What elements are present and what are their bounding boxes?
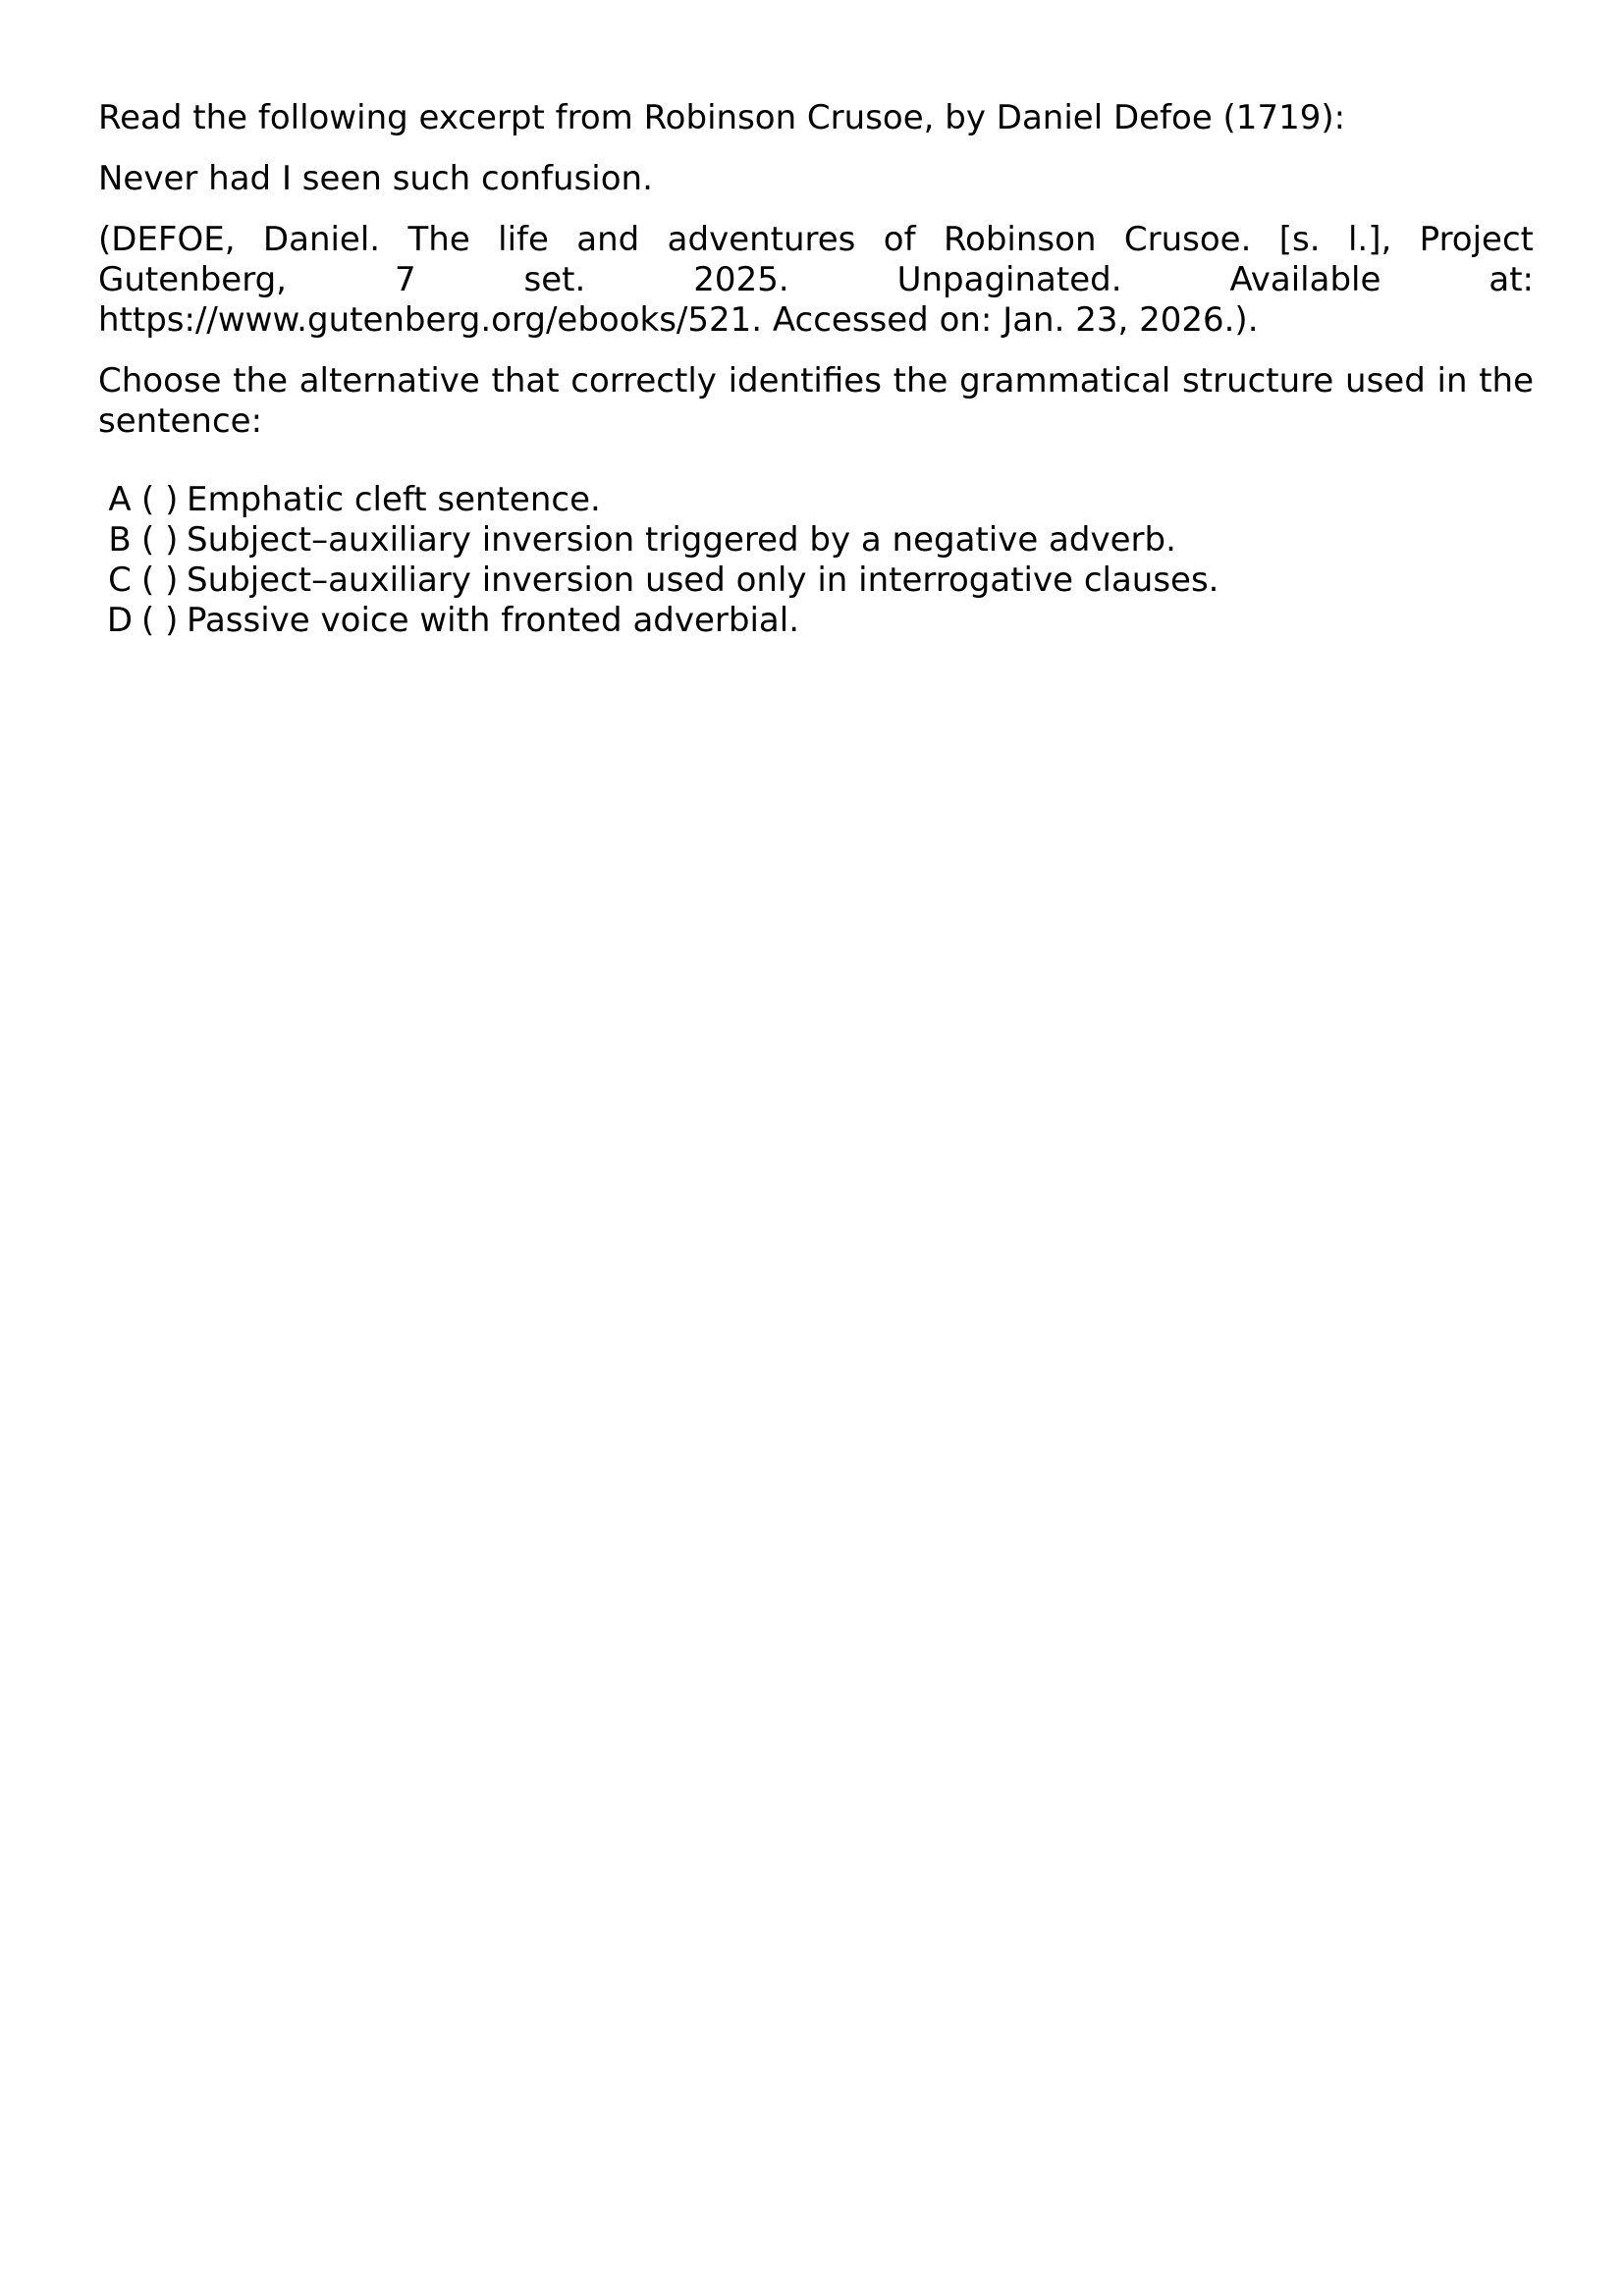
answer-options <box>98 480 1219 641</box>
option-checkbox[interactable]: ( ) <box>141 520 179 560</box>
question-text: Choose the alternative that correctly identifies the grammatical structure used in the sentence: <box>98 361 1534 441</box>
option-text: Subject–auxiliary inversion triggered by a negative adverb. <box>187 520 1176 560</box>
option-letter: C <box>108 561 132 600</box>
excerpt-text: Never had I seen such confusion. <box>98 159 653 198</box>
option-checkbox[interactable]: ( ) <box>141 601 179 640</box>
option-a[interactable] <box>98 480 1219 520</box>
option-b[interactable] <box>98 520 1219 561</box>
citation-text: (DEFOE, Daniel. The life and adventures of Robinson Crusoe. [s. l.], Project Gutenberg, 7 set. 2025. Unpaginated. Available at: https://www.gutenberg.org/ebooks/521. Accessed on: Jan. 23, 2026.). <box>98 220 1534 340</box>
option-d[interactable] <box>98 601 1219 641</box>
option-checkbox[interactable]: ( ) <box>141 480 179 519</box>
option-letter: D <box>106 601 134 640</box>
option-checkbox[interactable]: ( ) <box>141 561 179 600</box>
question-body <box>98 98 1534 462</box>
intro-text: Read the following excerpt from Robinson Crusoe, by Daniel Defoe (1719): <box>98 98 1346 137</box>
option-text: Passive voice with fronted adverbial. <box>187 601 800 640</box>
option-letter: A <box>108 480 132 519</box>
option-text: Subject–auxiliary inversion used only in interrogative clauses. <box>187 561 1219 600</box>
option-letter: B <box>108 520 132 560</box>
option-text: Emphatic cleft sentence. <box>187 480 601 519</box>
option-c[interactable] <box>98 561 1219 601</box>
